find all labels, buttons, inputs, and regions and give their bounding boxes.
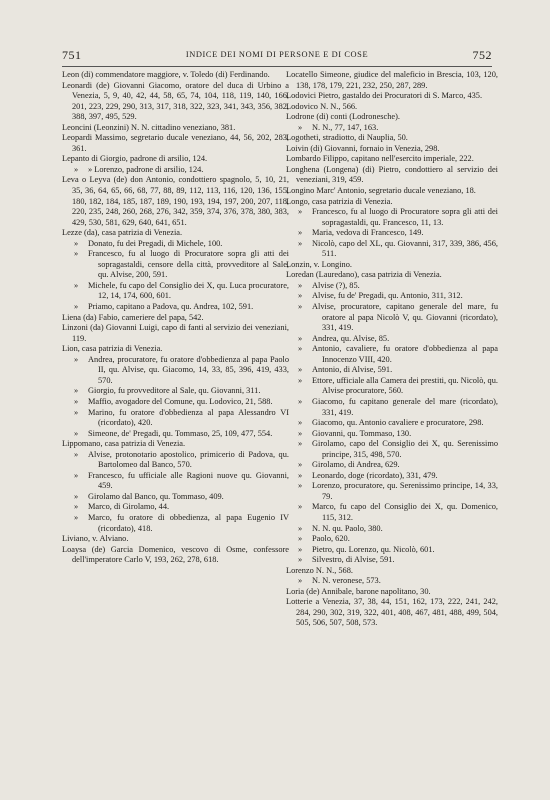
ditto-mark: » [298, 207, 303, 217]
ditto-mark: » [74, 302, 79, 312]
index-subentry-text: Marco, fu capo del Consiglio dei X, qu. Domenico, 115, 312. [312, 502, 498, 522]
index-entry: Lodovico N. N., 566. [286, 101, 358, 111]
index-subentry-text: Antonio, cavaliere, fu oratore d'obbedienza al papa Innocenzo VIII, 420. [312, 344, 498, 364]
ditto-mark: » [298, 280, 303, 290]
ditto-mark: » [298, 428, 303, 438]
index-entry: Lodrone (di) conti (Lodronesche). [286, 112, 400, 122]
index-subentry [62, 165, 289, 176]
index-subentry [62, 249, 289, 281]
index-subentry [286, 534, 498, 545]
index-entry: Lezze (da), casa patrizia di Venezia. [62, 228, 183, 238]
ditto-mark: » [298, 544, 303, 554]
index-subentry-text: Girolamo, capo del Consiglio dei X, qu. Serenissimo principe, 315, 498, 570. [312, 439, 498, 459]
index-subentry-text: N. N. veronese, 573. [312, 576, 381, 586]
index-entry: Liviano, v. Alviano. [62, 534, 129, 544]
ditto-mark: » [298, 418, 303, 428]
ditto-mark: » [74, 280, 79, 290]
index-subentry-text: Paolo, 620. [312, 534, 350, 544]
right-page-number: 752 [472, 48, 492, 62]
index-subentry-text: Girolamo dal Banco, qu. Tommaso, 409. [88, 491, 224, 501]
index-subentry-text: Girolamo, di Andrea, 629. [312, 460, 400, 470]
index-entry: Logotheti, stradiotto, di Nauplia, 50. [286, 133, 408, 143]
index-subentry-text: Nicolò, capo del XL, qu. Giovanni, 317, 339, 386, 456, 511. [312, 238, 498, 259]
index-entry: Lippomano, casa patrizia di Venezia. [62, 439, 186, 449]
ditto-mark: » [74, 396, 79, 406]
ditto-mark: » [74, 238, 79, 248]
ditto-mark: » [298, 238, 303, 248]
index-entry: Longhena (Longena) (di) Pietro, condottiero al servizio dei veneziani, 319, 459. [286, 164, 498, 185]
ditto-mark: » [298, 502, 303, 512]
ditto-mark: » [298, 555, 303, 565]
index-subentry [286, 429, 498, 440]
ditto-mark: » [298, 344, 303, 354]
page-header [62, 48, 492, 64]
index-subentry-text: Giovanni, qu. Tommaso, 130. [312, 428, 412, 438]
index-subentry-text: N. N., 77, 147, 163. [312, 122, 379, 132]
ditto-mark: » [298, 523, 303, 533]
index-subentry-text: Silvestro, di Alvise, 591. [312, 555, 395, 565]
index-entry: Leopardi Massimo, segretario ducale veneziano, 44, 56, 202, 283, 361. [62, 133, 289, 153]
index-subentry-text: Donato, fu dei Pregadi, di Michele, 100. [88, 238, 223, 248]
index-subentry [286, 281, 498, 292]
index-subentry-text: » Lorenzo, padrone di arsilio, 124. [88, 164, 204, 174]
ditto-mark: » [298, 291, 303, 301]
ditto-mark: » [74, 407, 79, 417]
index-entry: Liena (da) Fabio, cameriere del papa, 542. [62, 312, 204, 322]
index-subentry-text: Leonardo, doge (ricordato), 331, 479. [312, 470, 438, 480]
index-subentry [286, 123, 498, 134]
index-entry: Loaysa (de) Garcia Domenico, vescovo di Osme, confessore dell'imperatore Carlo V, 193, 262, 278, 618. [62, 544, 289, 565]
index-subentry-text: Simeone, de' Pregadi, qu. Tommaso, 25, 109, 477, 554. [88, 428, 273, 438]
index-subentry [62, 450, 289, 471]
index-subentry-text: Francesco, fu ufficiale alle Ragioni nuove qu. Giovanni, 459. [88, 470, 289, 491]
ditto-mark: » [298, 534, 303, 544]
index-entry: Linzoni (da) Giovanni Luigi, capo di fanti al servizio dei veneziani, 119. [62, 323, 289, 343]
ditto-mark: » [298, 122, 303, 132]
index-subentry-text: Priamo, capitano a Padova, qu. Andrea, 102, 591. [88, 302, 254, 312]
index-entry: Lonzin, v. Longino. [286, 259, 352, 269]
index-entry: Lotterie a Venezia, 37, 38, 44, 151, 162, 173, 222, 241, 242, 284, 290, 302, 319, 322, 401, 408, 467, 481, 488, 499, 504, 505, 506, 507, 508, 573. [286, 597, 498, 628]
index-subentry-text: Marco, di Girolamo, 44. [88, 502, 170, 512]
ditto-mark: » [298, 460, 303, 470]
running-title: INDICE DEI NOMI DI PERSONE E DI COSE [185, 50, 369, 59]
index-subentry-text: Marino, fu oratore d'obbedienza al papa Alessandro VI (ricordato), 420. [88, 407, 289, 428]
index-subentry-text: Antonio, di Alvise, 591. [312, 365, 393, 375]
ditto-mark: » [298, 396, 303, 406]
index-subentry-text: Francesco, fu al luogo di Procuratore sopra gli atti dei sopragastaldi, qu. Francesco, 11, 13. [312, 207, 498, 227]
index-subentry [286, 397, 498, 418]
right-column [286, 70, 498, 629]
index-subentry-text: Francesco, fu al luogo di Procuratore sopra gli atti dei sopragastaldi, censore della città, provveditore al Sale, qu. Alvise, 200, 591. [88, 249, 289, 280]
index-entry: Leoncini (Leonzini) N. N. cittadino veneziano, 381. [62, 122, 236, 132]
index-subentry-text: Alvise (?), 85. [312, 280, 360, 290]
ditto-mark: » [298, 439, 303, 449]
index-subentry [62, 397, 289, 408]
index-subentry-text: Maria, vedova di Francesco, 149. [312, 228, 424, 238]
index-subentry [62, 386, 289, 397]
index-subentry [62, 355, 289, 387]
index-subentry [286, 376, 498, 397]
index-subentry [62, 429, 289, 440]
index-entry: Loredan (Lauredano), casa patrizia di Venezia. [286, 270, 442, 280]
index-subentry [286, 555, 498, 566]
index-subentry [286, 471, 498, 482]
index-subentry [62, 492, 289, 503]
left-column [62, 70, 289, 566]
ditto-mark: » [298, 302, 303, 312]
index-subentry [62, 281, 289, 302]
index-entry: Leva o Leyva (de) don Antonio, condottiero spagnolo, 5, 10, 21, 35, 36, 64, 65, 66, 68, 77, 88, 89, 112, 113, 116, 120, 136, 155, 180, 182, 184, 185, 187, 189, 190, 193, 194, 197, 200, 207, 118, 220, 235, 248, 260, 268, 276, 342, 359, 374, 376, 378, 380, 383, 429, 530, 581, 629, 640, 641, 651. [62, 175, 289, 227]
index-subentry [286, 460, 498, 471]
index-subentry-text: N. N. qu. Paolo, 380. [312, 523, 383, 533]
index-subentry-text: Andrea, procuratore, fu oratore d'obbedienza al papa Paolo II, qu. Alvise, qu. Giacomo, 14, 33, 85, 396, 419, 433, 570. [88, 354, 289, 385]
index-entry: Loria (de) Annibale, barone napolitano, 30. [286, 586, 431, 596]
index-subentry [286, 365, 498, 376]
index-subentry [62, 513, 289, 534]
left-page-number: 751 [62, 48, 82, 62]
ditto-mark: » [298, 333, 303, 343]
ditto-mark: » [298, 365, 303, 375]
index-entry: Lodovici Pietro, gastaldo dei Procuratori di S. Marco, 435. [286, 91, 483, 101]
index-entry: Leon (di) commendatore maggiore, v. Toledo (di) Ferdinando. [62, 70, 270, 79]
index-entry: Longo, casa patrizia di Venezia. [286, 196, 393, 206]
ditto-mark: » [74, 386, 79, 396]
index-subentry [286, 545, 498, 556]
ditto-mark: » [298, 576, 303, 586]
index-subentry [62, 471, 289, 492]
index-subentry-text: Alvise, protonotario apostolico, primicerio di Padova, qu. Bartolomeo dal Banco, 570. [88, 449, 289, 470]
ditto-mark: » [74, 491, 79, 501]
index-subentry-text: Alvise, fu de' Pregadi, qu. Antonio, 311, 312. [312, 291, 463, 301]
index-subentry [62, 302, 289, 313]
index-subentry [62, 408, 289, 429]
index-subentry [286, 228, 498, 239]
ditto-mark: » [74, 512, 79, 522]
index-entry: Lombardo Filippo, capitano nell'esercito imperiale, 222. [286, 154, 474, 164]
index-subentry [286, 302, 498, 334]
index-entry: Lepanto di Giorgio, padrone di arsilio, 124. [62, 154, 208, 164]
ditto-mark: » [74, 354, 79, 364]
ditto-mark: » [298, 228, 303, 238]
ditto-mark: » [298, 470, 303, 480]
index-subentry [62, 239, 289, 250]
index-entry: Leonardi (de) Giovanni Giacomo, oratore del duca di Urbino a Venezia, 5, 9, 40, 42, 44, 58, 65, 74, 104, 118, 119, 140, 166, 201, 223, 229, 290, 313, 317, 318, 322, 323, 341, 343, 356, 382, 388, 397, 495, 529. [62, 80, 289, 122]
ditto-mark: » [74, 449, 79, 459]
index-subentry-text: Pietro, qu. Lorenzo, qu. Nicolò, 601. [312, 544, 435, 554]
index-subentry-text: Ettore, ufficiale alla Camera dei prestiti, qu. Nicolò, qu. Alvise procuratore, 560. [312, 375, 498, 396]
index-subentry-text: Giacomo, qu. Antonio cavaliere e procuratore, 298. [312, 418, 484, 428]
index-subentry [286, 207, 498, 228]
index-subentry-text: Giacomo, fu capitano generale del mare (ricordato), 331, 419. [312, 396, 498, 417]
index-subentry [286, 576, 498, 587]
ditto-mark: » [74, 164, 79, 174]
index-entry: Lorenzo N. N., 568. [286, 565, 353, 575]
index-subentry [286, 344, 498, 365]
index-subentry-text: Maffio, avogadore del Comune, qu. Lodovico, 21, 588. [88, 396, 273, 406]
ditto-mark: » [74, 470, 79, 480]
index-subentry [286, 439, 498, 460]
index-entry: Locatello Simeone, giudice del maleficio in Brescia, 103, 120, 138, 178, 179, 221, 232, 250, 287, 289. [286, 70, 498, 90]
index-entry: Lion, casa patrizia di Venezia. [62, 344, 163, 354]
index-subentry-text: Alvise, procuratore, capitano generale del mare, fu oratore al papa Nicolò V, qu. Giovanni (ricordato), 331, 419. [312, 302, 498, 333]
ditto-mark: » [298, 375, 303, 385]
index-subentry-text: Michele, fu capo del Consiglio dei X, qu. Luca procuratore, 12, 14, 174, 600, 601. [88, 280, 289, 301]
index-subentry [286, 239, 498, 260]
index-subentry [62, 502, 289, 513]
index-subentry-text: Lorenzo, procuratore, qu. Serenissimo principe, 14, 33, 79. [312, 481, 498, 501]
index-entry: Longino Marc' Antonio, segretario ducale veneziano, 18. [286, 186, 476, 196]
header-rule [62, 66, 492, 67]
index-subentry [286, 524, 498, 535]
ditto-mark: » [298, 481, 303, 491]
index-subentry-text: Andrea, qu. Alvise, 85. [312, 333, 390, 343]
index-subentry [286, 334, 498, 345]
index-subentry [286, 418, 498, 429]
index-subentry [286, 502, 498, 523]
index-subentry [286, 481, 498, 502]
ditto-mark: » [74, 502, 79, 512]
index-entry: Loivin (di) Giovanni, fornaio in Venezia, 298. [286, 143, 440, 153]
ditto-mark: » [74, 428, 79, 438]
index-subentry [286, 291, 498, 302]
index-subentry-text: Marco, fu oratore di obbedienza, al papa Eugenio IV (ricordato), 418. [88, 512, 289, 533]
ditto-mark: » [74, 249, 79, 259]
index-subentry-text: Giorgio, fu provveditore al Sale, qu. Giovanni, 311. [88, 386, 261, 396]
